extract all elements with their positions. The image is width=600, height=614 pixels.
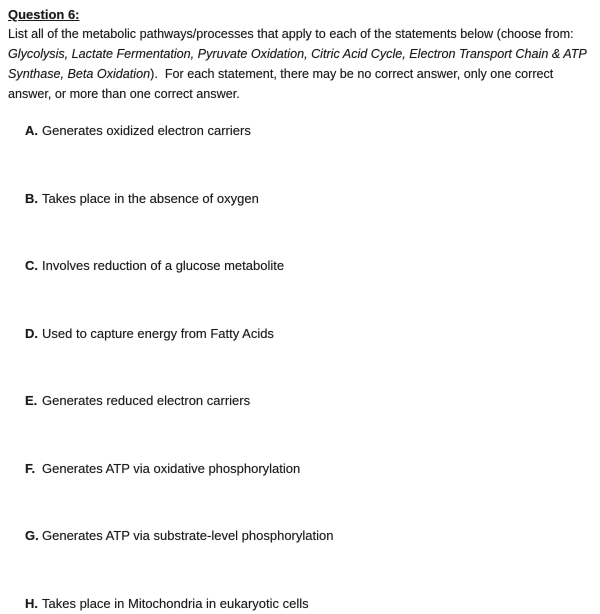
statements-list xyxy=(8,122,594,612)
statement-letter: D. xyxy=(25,325,38,341)
statement-row-f xyxy=(8,460,594,477)
statement-text: Generates ATP via oxidative phosphorylation xyxy=(42,460,301,476)
question-title: Question 6: xyxy=(8,7,80,22)
statement-text: Generates ATP via substrate-level phosphorylation xyxy=(42,528,334,543)
statement-row-c xyxy=(8,257,594,274)
statement-text: Generates oxidized electron carriers xyxy=(42,123,251,138)
statement-letter: G. xyxy=(25,528,39,543)
statement-text: Takes place in the absence of oxygen xyxy=(42,190,259,206)
statement-text: Takes place in Mitochondria in eukaryotic cells xyxy=(42,595,309,611)
statement-row-h xyxy=(8,595,594,612)
instructions-intro: List all of the metabolic pathways/processes that apply to each of the statements below (choose from: xyxy=(8,27,578,41)
statement-row-d xyxy=(8,325,594,342)
statement-row-g xyxy=(8,527,594,544)
statement-text: Generates reduced electron carriers xyxy=(42,393,251,408)
statement-row-e xyxy=(8,392,594,409)
statement-letter: E. xyxy=(25,393,38,408)
statement-letter: F. xyxy=(25,460,36,476)
question-instructions xyxy=(8,24,594,104)
statement-letter: A. xyxy=(25,123,38,138)
statement-text: Involves reduction of a glucose metabolite xyxy=(42,258,285,273)
statement-row-b xyxy=(8,190,594,207)
statement-row-a xyxy=(8,122,594,139)
statement-letter: B. xyxy=(25,190,38,206)
pathway-options-list: Glycolysis, Lactate Fermentation, Pyruvate Oxidation, Citric Acid Cycle, Electron Transport Chain & ATP Synthase, Beta Oxidation xyxy=(8,47,590,81)
statement-letter: H. xyxy=(25,595,38,611)
statement-text: Used to capture energy from Fatty Acids xyxy=(42,325,274,341)
instructions-outro: ). For each statement, there may be no correct answer, only one correct answer, or more than one correct answer. xyxy=(8,67,557,101)
statement-letter: C. xyxy=(25,258,38,273)
